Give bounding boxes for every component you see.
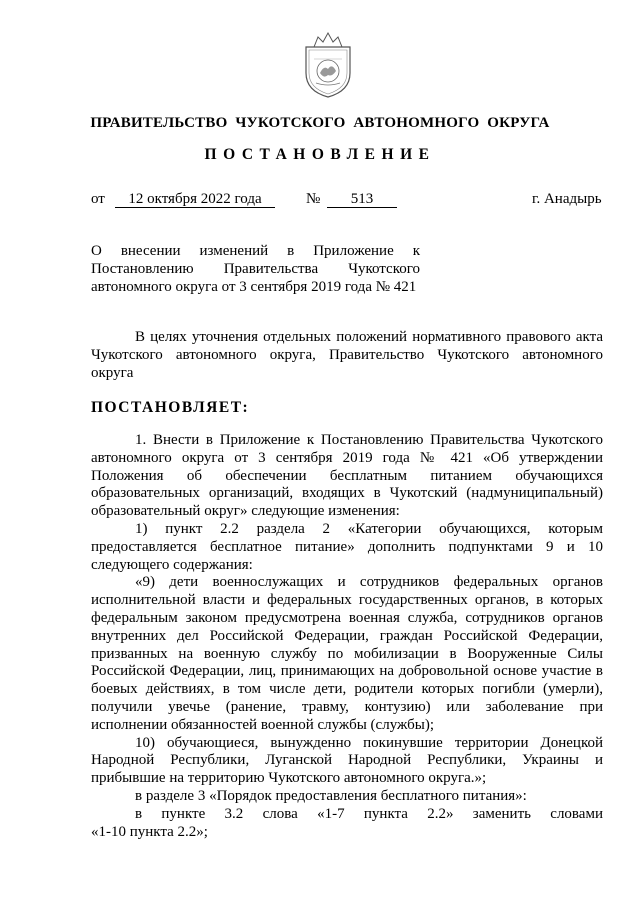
government-title: ПРАВИТЕЛЬСТВО ЧУКОТСКОГО АВТОНОМНОГО ОКРУГА bbox=[90, 115, 550, 131]
preamble-line: В целях уточнения отдельных положений нормативного правового акта bbox=[135, 329, 603, 345]
body-line: 10) обучающиеся, вынужденно покинувшие территории Донецкой bbox=[135, 734, 603, 751]
body-line: внутренних дел Российской Федерации, граждан Российской Федерации, bbox=[91, 627, 603, 644]
document-type-title: ПОСТАНОВЛЕНИЕ bbox=[204, 146, 436, 163]
body-line: прибывшие на территорию Чукотского автономного округа.»; bbox=[91, 770, 487, 787]
body-line: Народной Республики, Луганской Народной Республики, Украины и bbox=[91, 752, 603, 769]
number-label: № bbox=[306, 191, 321, 207]
document-number: 513 bbox=[327, 191, 397, 208]
document-date: 12 октября 2022 года bbox=[115, 191, 275, 208]
body-line: «9) дети военнослужащих и сотрудников федеральных органов bbox=[135, 574, 603, 591]
body-line: в пункте 3.2 слова «1-7 пункта 2.2» заменить словами bbox=[135, 805, 603, 822]
body-line: Российской Федерации, лиц, принимающих на добровольной основе участие в bbox=[91, 663, 603, 680]
date-from-label: от bbox=[91, 191, 105, 207]
coat-of-arms-emblem bbox=[300, 29, 356, 99]
body-line: исполнительной власти и федеральных государственных органов, в которых bbox=[91, 592, 603, 609]
resolves-heading: ПОСТАНОВЛЯЕТ: bbox=[91, 399, 250, 416]
body-line: федеральным законом предусмотрена военная служба, сотрудников органов bbox=[91, 609, 603, 626]
preamble-line: Чукотского автономного округа, Правительство Чукотского автономного bbox=[91, 346, 603, 363]
body-line: образовательный округ» следующие изменения: bbox=[91, 503, 400, 520]
body-line: следующего содержания: bbox=[91, 556, 253, 573]
document-body bbox=[91, 432, 603, 841]
document-subject bbox=[91, 243, 420, 296]
body-line: предоставляется бесплатное питание» дополнить подпунктами 9 и 10 bbox=[91, 538, 603, 555]
body-line: 1) пункт 2.2 раздела 2 «Категории обучающихся, которым bbox=[135, 520, 603, 537]
subject-line: Постановлению Правительства Чукотского bbox=[91, 260, 420, 277]
body-line: получили увечье (ранение, травму, контузию) или заболевание при bbox=[91, 698, 603, 715]
body-line: «1-10 пункта 2.2»; bbox=[91, 823, 208, 840]
body-line: исполнении обязанностей военной службы (службы); bbox=[91, 716, 435, 733]
preamble bbox=[91, 329, 603, 382]
preamble-line: округа bbox=[91, 364, 134, 381]
body-line: автономного округа от 3 сентября 2019 года № 421 «Об утверждении bbox=[91, 449, 603, 466]
body-line: в разделе 3 «Порядок предоставления бесплатного питания»: bbox=[135, 787, 527, 804]
body-line: образовательных организаций, входящих в Чукотский (надмуниципальный) bbox=[91, 485, 603, 502]
subject-line: О внесении изменений в Приложение к bbox=[91, 243, 420, 259]
body-line: 1. Внести в Приложение к Постановлению Правительства Чукотского bbox=[135, 432, 603, 448]
subject-line: автономного округа от 3 сентября 2019 года № 421 bbox=[91, 278, 417, 295]
body-line: боевых действиях, в том числе дети, родители которых погибли (умерли), bbox=[91, 681, 603, 698]
body-line: Положения об обеспечении бесплатным питанием обучающихся bbox=[91, 467, 603, 484]
city-name: г. Анадырь bbox=[532, 191, 602, 207]
body-line: призванных на военную службу по мобилизации в Вооруженные Силы bbox=[91, 645, 603, 662]
